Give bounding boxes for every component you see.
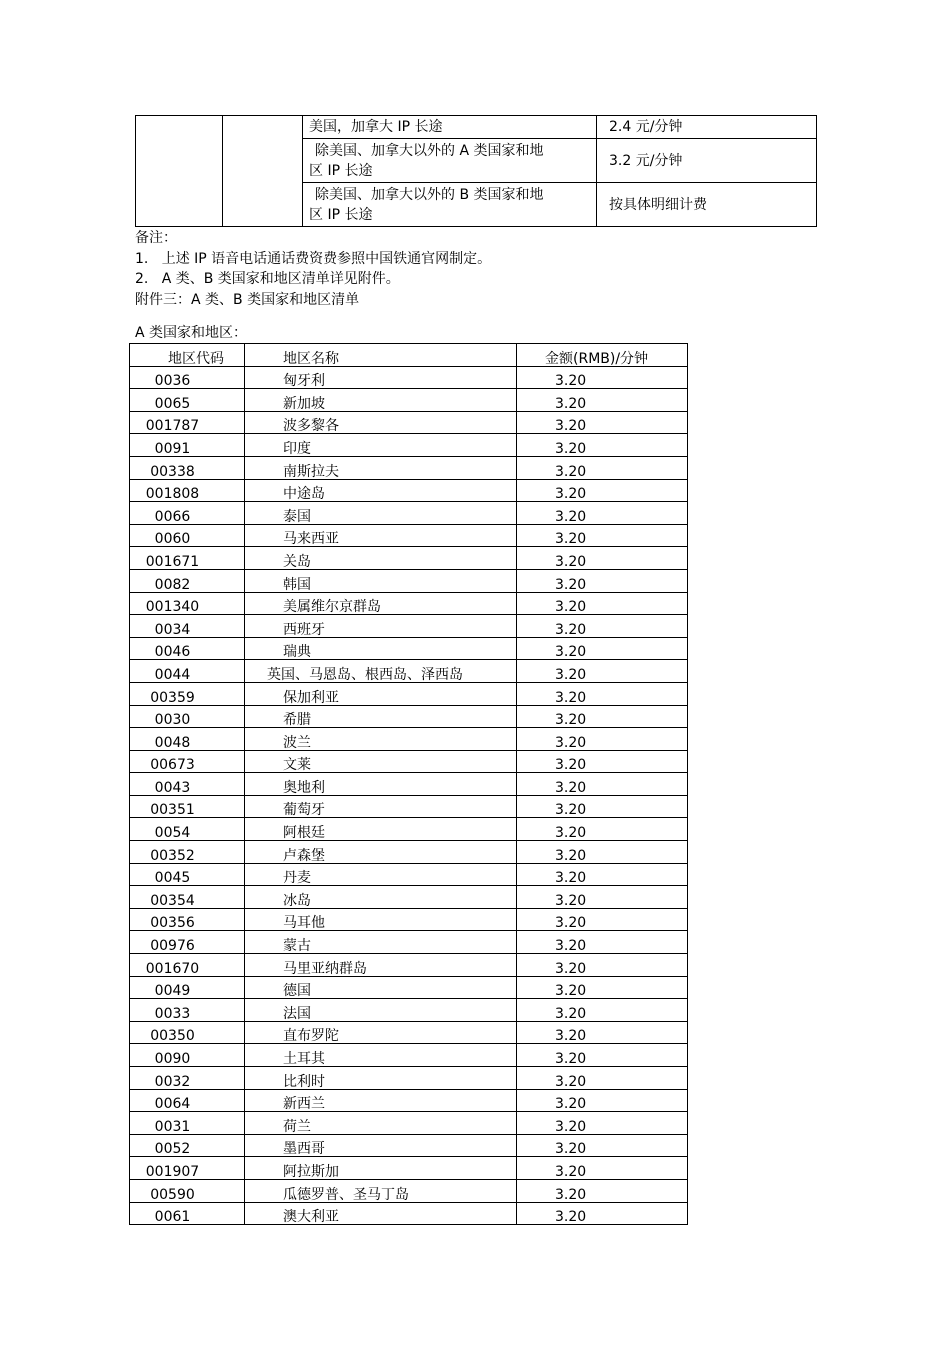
table-row bbox=[130, 366, 688, 389]
country-name-cell: 匈牙利 bbox=[245, 366, 517, 389]
country-code-cell: 0090 bbox=[130, 1044, 245, 1067]
country-name-cell: 葡萄牙 bbox=[245, 795, 517, 818]
country-code-cell: 0030 bbox=[130, 705, 245, 728]
notes-title: 备注： bbox=[135, 230, 177, 246]
country-code-cell: 0065 bbox=[130, 389, 245, 412]
country-name-cell: 澳大利亚 bbox=[245, 1202, 517, 1225]
country-name-cell: 马里亚纳群岛 bbox=[245, 954, 517, 977]
country-name-cell: 瑞典 bbox=[245, 637, 517, 660]
header-amount: 金额(RMB)/分钟 bbox=[517, 344, 688, 367]
country-code-cell: 00976 bbox=[130, 931, 245, 954]
country-name-cell: 泰国 bbox=[245, 502, 517, 525]
country-name-cell: 新西兰 bbox=[245, 1089, 517, 1112]
table-row bbox=[130, 547, 688, 570]
country-name-cell: 冰岛 bbox=[245, 886, 517, 909]
rate-cell: 按具体明细计费 bbox=[597, 183, 817, 227]
amount-cell: 3.20 bbox=[517, 863, 688, 886]
country-name-cell: 波兰 bbox=[245, 728, 517, 751]
country-code-cell: 00590 bbox=[130, 1179, 245, 1202]
country-name-cell: 韩国 bbox=[245, 569, 517, 592]
amount-cell: 3.20 bbox=[517, 479, 688, 502]
amount-cell: 3.20 bbox=[517, 389, 688, 412]
amount-cell: 3.20 bbox=[517, 954, 688, 977]
service-cell bbox=[303, 139, 597, 183]
table-row bbox=[130, 1202, 688, 1225]
country-code-cell: 0054 bbox=[130, 818, 245, 841]
table-header-row bbox=[130, 344, 688, 367]
amount-cell: 3.20 bbox=[517, 818, 688, 841]
country-name-cell: 马耳他 bbox=[245, 908, 517, 931]
country-code-cell: 0043 bbox=[130, 773, 245, 796]
service-cell: 美国，加拿大 IP 长途 bbox=[303, 116, 597, 139]
country-name-cell: 南斯拉夫 bbox=[245, 456, 517, 479]
amount-cell: 3.20 bbox=[517, 615, 688, 638]
amount-cell: 3.20 bbox=[517, 1157, 688, 1180]
rate-cell: 3.2 元/分钟 bbox=[597, 139, 817, 183]
amount-cell: 3.20 bbox=[517, 1089, 688, 1112]
table-row bbox=[130, 434, 688, 457]
country-code-cell: 0061 bbox=[130, 1202, 245, 1225]
table-row bbox=[130, 637, 688, 660]
table-row bbox=[130, 886, 688, 909]
section-label: A 类国家和地区： bbox=[135, 325, 248, 341]
rate-row bbox=[136, 116, 817, 139]
amount-cell: 3.20 bbox=[517, 841, 688, 864]
country-name-cell: 新加坡 bbox=[245, 389, 517, 412]
service-line: 除美国、加拿大以外的 B 类国家和地 bbox=[315, 186, 544, 203]
country-code-cell: 001671 bbox=[130, 547, 245, 570]
table-row bbox=[130, 931, 688, 954]
amount-cell: 3.20 bbox=[517, 524, 688, 547]
table-row bbox=[130, 1179, 688, 1202]
amount-cell: 3.20 bbox=[517, 976, 688, 999]
country-name-cell: 阿根廷 bbox=[245, 818, 517, 841]
country-code-cell: 0031 bbox=[130, 1112, 245, 1135]
empty-cell bbox=[223, 116, 303, 227]
amount-cell: 3.20 bbox=[517, 931, 688, 954]
country-code-cell: 0091 bbox=[130, 434, 245, 457]
table-row bbox=[130, 1089, 688, 1112]
country-name-cell: 英国、马恩岛、根西岛、泽西岛 bbox=[245, 660, 517, 683]
country-name-cell: 关岛 bbox=[245, 547, 517, 570]
amount-cell: 3.20 bbox=[517, 773, 688, 796]
service-line: 区 IP 长途 bbox=[309, 206, 373, 223]
amount-cell: 3.20 bbox=[517, 728, 688, 751]
amount-cell: 3.20 bbox=[517, 999, 688, 1022]
table-row bbox=[130, 954, 688, 977]
amount-cell: 3.20 bbox=[517, 456, 688, 479]
country-name-cell: 卢森堡 bbox=[245, 841, 517, 864]
country-code-cell: 00352 bbox=[130, 841, 245, 864]
country-name-cell: 保加利亚 bbox=[245, 682, 517, 705]
table-row bbox=[130, 592, 688, 615]
table-row bbox=[130, 502, 688, 525]
country-name-cell: 美属维尔京群岛 bbox=[245, 592, 517, 615]
amount-cell: 3.20 bbox=[517, 705, 688, 728]
country-name-cell: 比利时 bbox=[245, 1067, 517, 1090]
table-row bbox=[130, 1112, 688, 1135]
table-row bbox=[130, 999, 688, 1022]
amount-cell: 3.20 bbox=[517, 660, 688, 683]
table-row bbox=[130, 818, 688, 841]
country-code-cell: 0045 bbox=[130, 863, 245, 886]
country-code-cell: 0036 bbox=[130, 366, 245, 389]
amount-cell: 3.20 bbox=[517, 1202, 688, 1225]
country-name-cell: 荷兰 bbox=[245, 1112, 517, 1135]
amount-cell: 3.20 bbox=[517, 908, 688, 931]
country-code-cell: 0034 bbox=[130, 615, 245, 638]
country-code-cell: 00673 bbox=[130, 750, 245, 773]
table-row bbox=[130, 615, 688, 638]
table-row bbox=[130, 456, 688, 479]
table-row bbox=[130, 1021, 688, 1044]
amount-cell: 3.20 bbox=[517, 411, 688, 434]
attachment-title: 附件三：A 类、B 类国家和地区清单 bbox=[135, 291, 360, 308]
rate-cell: 2.4 元/分钟 bbox=[597, 116, 817, 139]
rate-table bbox=[135, 115, 817, 227]
notes-block bbox=[135, 228, 491, 310]
country-code-cell: 00350 bbox=[130, 1021, 245, 1044]
country-name-cell: 印度 bbox=[245, 434, 517, 457]
country-name-cell: 墨西哥 bbox=[245, 1134, 517, 1157]
country-code-cell: 00338 bbox=[130, 456, 245, 479]
country-name-cell: 奥地利 bbox=[245, 773, 517, 796]
country-code-cell: 0046 bbox=[130, 637, 245, 660]
header-code: 地区代码 bbox=[130, 344, 245, 367]
amount-cell: 3.20 bbox=[517, 1044, 688, 1067]
country-code-cell: 0064 bbox=[130, 1089, 245, 1112]
country-code-cell: 00359 bbox=[130, 682, 245, 705]
country-name-cell: 土耳其 bbox=[245, 1044, 517, 1067]
table-row bbox=[130, 682, 688, 705]
empty-cell bbox=[136, 116, 223, 227]
country-name-cell: 阿拉斯加 bbox=[245, 1157, 517, 1180]
table-row bbox=[130, 795, 688, 818]
country-code-cell: 0048 bbox=[130, 728, 245, 751]
amount-cell: 3.20 bbox=[517, 1179, 688, 1202]
table-row bbox=[130, 524, 688, 547]
country-code-cell: 001907 bbox=[130, 1157, 245, 1180]
service-cell bbox=[303, 183, 597, 227]
amount-cell: 3.20 bbox=[517, 637, 688, 660]
amount-cell: 3.20 bbox=[517, 547, 688, 570]
table-row bbox=[130, 976, 688, 999]
table-row bbox=[130, 1157, 688, 1180]
country-code-cell: 001787 bbox=[130, 411, 245, 434]
country-code-cell: 001670 bbox=[130, 954, 245, 977]
note-item: 2. A 类、B 类国家和地区清单详见附件。 bbox=[135, 271, 400, 287]
table-row bbox=[130, 728, 688, 751]
amount-cell: 3.20 bbox=[517, 682, 688, 705]
amount-cell: 3.20 bbox=[517, 886, 688, 909]
country-code-cell: 0066 bbox=[130, 502, 245, 525]
country-name-cell: 希腊 bbox=[245, 705, 517, 728]
country-name-cell: 法国 bbox=[245, 999, 517, 1022]
amount-cell: 3.20 bbox=[517, 502, 688, 525]
country-code-cell: 0060 bbox=[130, 524, 245, 547]
table-row bbox=[130, 908, 688, 931]
table-row bbox=[130, 863, 688, 886]
country-code-cell: 001340 bbox=[130, 592, 245, 615]
country-name-cell: 中途岛 bbox=[245, 479, 517, 502]
amount-cell: 3.20 bbox=[517, 569, 688, 592]
amount-cell: 3.20 bbox=[517, 795, 688, 818]
table-row bbox=[130, 773, 688, 796]
country-code-cell: 0052 bbox=[130, 1134, 245, 1157]
table-row bbox=[130, 1044, 688, 1067]
country-code-cell: 00356 bbox=[130, 908, 245, 931]
header-name: 地区名称 bbox=[245, 344, 517, 367]
country-code-cell: 0033 bbox=[130, 999, 245, 1022]
note-item: 1. 上述 IP 语音电话通话费资费参照中国铁通官网制定。 bbox=[135, 250, 492, 267]
country-code-cell: 00351 bbox=[130, 795, 245, 818]
country-code-cell: 00354 bbox=[130, 886, 245, 909]
table-row bbox=[130, 1134, 688, 1157]
country-code-cell: 0032 bbox=[130, 1067, 245, 1090]
country-code-cell: 0082 bbox=[130, 569, 245, 592]
table-row bbox=[130, 841, 688, 864]
amount-cell: 3.20 bbox=[517, 1112, 688, 1135]
country-name-cell: 丹麦 bbox=[245, 863, 517, 886]
table-row bbox=[130, 660, 688, 683]
country-name-cell: 文莱 bbox=[245, 750, 517, 773]
table-row bbox=[130, 1067, 688, 1090]
amount-cell: 3.20 bbox=[517, 1134, 688, 1157]
country-code-cell: 0044 bbox=[130, 660, 245, 683]
table-row bbox=[130, 479, 688, 502]
table-row bbox=[130, 569, 688, 592]
service-line: 区 IP 长途 bbox=[309, 162, 373, 179]
country-name-cell: 直布罗陀 bbox=[245, 1021, 517, 1044]
service-line: 除美国、加拿大以外的 A 类国家和地 bbox=[315, 142, 544, 159]
country-name-cell: 波多黎各 bbox=[245, 411, 517, 434]
country-code-cell: 0049 bbox=[130, 976, 245, 999]
amount-cell: 3.20 bbox=[517, 366, 688, 389]
country-name-cell: 瓜德罗普、圣马丁岛 bbox=[245, 1179, 517, 1202]
country-name-cell: 德国 bbox=[245, 976, 517, 999]
amount-cell: 3.20 bbox=[517, 1021, 688, 1044]
country-code-cell: 001808 bbox=[130, 479, 245, 502]
amount-cell: 3.20 bbox=[517, 434, 688, 457]
country-name-cell: 蒙古 bbox=[245, 931, 517, 954]
amount-cell: 3.20 bbox=[517, 592, 688, 615]
table-row bbox=[130, 705, 688, 728]
country-name-cell: 马来西亚 bbox=[245, 524, 517, 547]
amount-cell: 3.20 bbox=[517, 750, 688, 773]
country-table bbox=[129, 343, 688, 1225]
amount-cell: 3.20 bbox=[517, 1067, 688, 1090]
table-row bbox=[130, 411, 688, 434]
table-row bbox=[130, 750, 688, 773]
table-row bbox=[130, 389, 688, 412]
country-name-cell: 西班牙 bbox=[245, 615, 517, 638]
